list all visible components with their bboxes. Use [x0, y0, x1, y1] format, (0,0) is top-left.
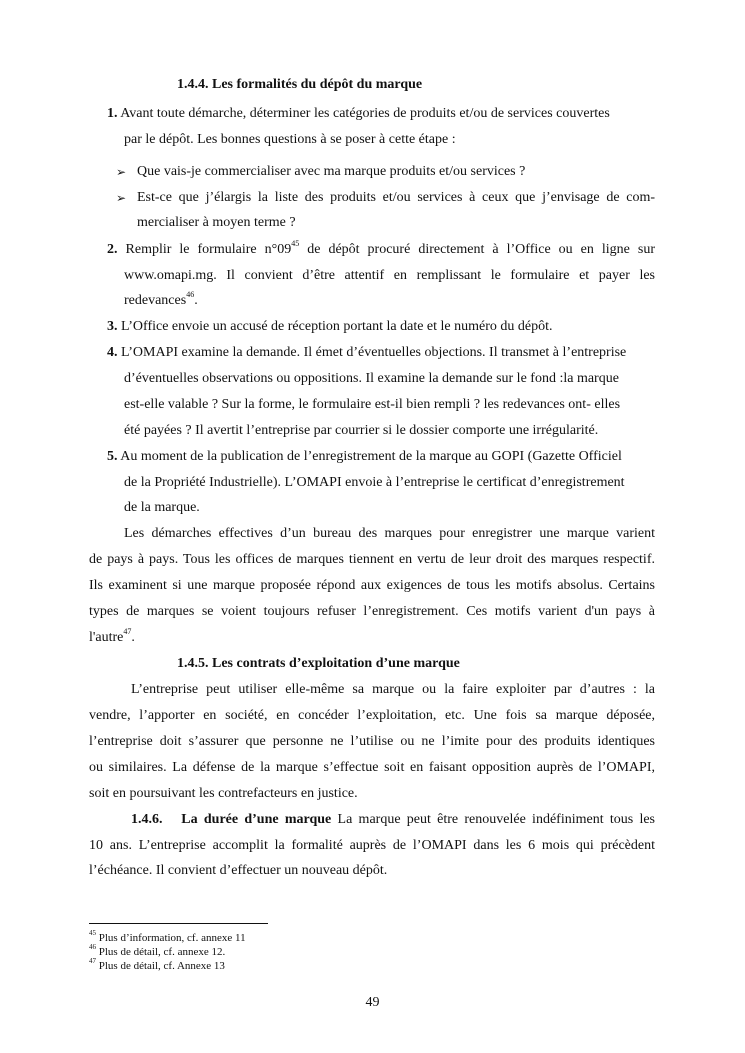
- page-number: 49: [365, 995, 380, 1010]
- paragraph-1-line-4: types de marques se voient toujours refuser l’enregistrement. Ces motifs varient d'un pays à: [89, 604, 655, 619]
- list-text: Au moment de la publication de l’enregistrement de la marque au GOPI (Gazette Officiel: [120, 449, 622, 464]
- list-item-4-line-2: d’éventuelles observations ou oppositions. Il examine la demande sur le fond :la marque: [124, 371, 619, 386]
- list-item-4-line-3: est-elle valable ? Sur la forme, le formulaire est-il bien rempli ? les redevances ont- elles: [124, 397, 621, 412]
- list-text: L’OMAPI examine la demande. Il émet d’éventuelles objections. Il transmet à l’entreprise: [121, 345, 627, 360]
- paragraph-text: La marque peut être renouvelée indéfiniment tous les: [337, 812, 656, 827]
- paragraph-3-line-2: 10 ans. L’entreprise accomplit la formalité auprès de l’OMAPI dans les 6 mois qui précèdent: [89, 838, 655, 853]
- section-heading-1-4-5: 1.4.5. Les contrats d’exploitation d’une marque: [177, 656, 460, 671]
- section-number: 1.4.6.: [131, 812, 163, 827]
- paragraph-text: l'autre: [89, 630, 124, 645]
- list-text: Remplir le formulaire n°09: [125, 242, 292, 257]
- bullet-item-2-line-2: mercialiser à moyen terme ?: [137, 215, 296, 230]
- footnote-number: 46: [89, 943, 96, 952]
- footnote-text: Plus de détail, cf. annexe 12.: [96, 946, 226, 958]
- paragraph-3-line-3: l’échéance. Il convient d’effectuer un nouveau dépôt.: [89, 863, 388, 878]
- footnote-separator: [89, 923, 268, 924]
- list-number: 4.: [107, 345, 118, 360]
- footnote-45: [89, 931, 246, 945]
- footnote-ref-47: 47: [123, 627, 132, 637]
- paragraph-2-line-2: vendre, l’apporter en société, en concéder l’exploitation, etc. Une fois sa marque déposée,: [89, 708, 655, 723]
- list-number: 2.: [107, 242, 118, 257]
- list-text: L’Office envoie un accusé de réception portant la date et le numéro du dépôt.: [117, 319, 553, 334]
- list-item-2: [107, 241, 655, 259]
- bullet-item-1: Que vais-je commercialiser avec ma marque produits et/ou services ?: [137, 164, 526, 179]
- footnote-ref-46: 46: [186, 290, 195, 300]
- list-text: Avant toute démarche, déterminer les catégories de produits et/ou de services couvertes: [120, 106, 610, 121]
- list-item-4-line-4: été payées ? Il avertit l’entreprise par courrier si le dossier comporte une irrégularité.: [124, 423, 599, 438]
- list-number: 3.: [107, 319, 118, 334]
- list-item-2-line-2: www.omapi.mg. Il convient d’être attentif en remplissant le formulaire et payer les: [124, 268, 655, 283]
- section-heading-1-4-4: 1.4.4. Les formalités du dépôt du marque: [177, 77, 423, 92]
- list-item-5: [107, 448, 655, 466]
- footnote-47: [89, 959, 225, 973]
- paragraph-2-line-5: soit en poursuivant les contrefacteurs en justice.: [89, 786, 358, 801]
- list-item-5-line-3: de la marque.: [124, 500, 200, 515]
- paragraph-2-line-3: l’entreprise doit s’assurer que personne ne l’utilise ou ne l’imite pour des produits identiques: [89, 734, 655, 749]
- footnote-text: Plus d’information, cf. annexe 11: [96, 932, 246, 944]
- list-item-2-line-3: [124, 292, 198, 310]
- paragraph-1-line-2: de pays à pays. Tous les offices de marques tiennent en vertu de leur droit des marques respectif.: [89, 552, 655, 567]
- list-item-3: [107, 318, 553, 336]
- list-item-4: [107, 344, 655, 362]
- paragraph-1-line-5: [89, 629, 135, 647]
- arrow-bullet-icon: ➢: [116, 165, 127, 179]
- footnote-ref-45: 45: [291, 239, 300, 249]
- paragraph-2-line-4: ou similaires. La défense de la marque s’effectue soit en faisant opposition auprès de l’OMAPI,: [89, 760, 655, 775]
- section-heading-1-4-6: [131, 811, 655, 829]
- paragraph-1-line-3: Ils examinent si une marque proposée répond aux exigences de tous les motifs absolus. Certains: [89, 578, 655, 593]
- list-number: 5.: [107, 449, 118, 464]
- list-number: 1.: [107, 106, 118, 121]
- footnote-number: 47: [89, 957, 96, 966]
- paragraph-1-line-1: Les démarches effectives d’un bureau des marques pour enregistrer une marque varient: [124, 526, 655, 541]
- list-text: redevances: [124, 293, 187, 308]
- paragraph-text: .: [131, 630, 135, 645]
- list-item-1-line-2: par le dépôt. Les bonnes questions à se poser à cette étape :: [124, 132, 456, 147]
- list-text: .: [194, 293, 198, 308]
- arrow-bullet-icon: ➢: [116, 191, 127, 205]
- list-text: de dépôt procuré directement à l’Office ou en ligne sur: [299, 242, 656, 257]
- paragraph-2-line-1: L’entreprise peut utiliser elle-même sa marque ou la faire exploiter par d’autres : la: [131, 682, 655, 697]
- footnote-number: 45: [89, 929, 96, 938]
- bullet-item-2: Est-ce que j’élargis la liste des produits et/ou services à ceux que j’envisage de com-: [137, 190, 655, 205]
- section-title: La durée d’une marque: [181, 812, 332, 827]
- footnote-46: [89, 945, 225, 959]
- list-item-1: [107, 105, 655, 123]
- list-item-5-line-2: de la Propriété Industrielle). L’OMAPI envoie à l’entreprise le certificat d’enregistrement: [124, 475, 625, 490]
- footnote-text: Plus de détail, cf. Annexe 13: [96, 960, 225, 972]
